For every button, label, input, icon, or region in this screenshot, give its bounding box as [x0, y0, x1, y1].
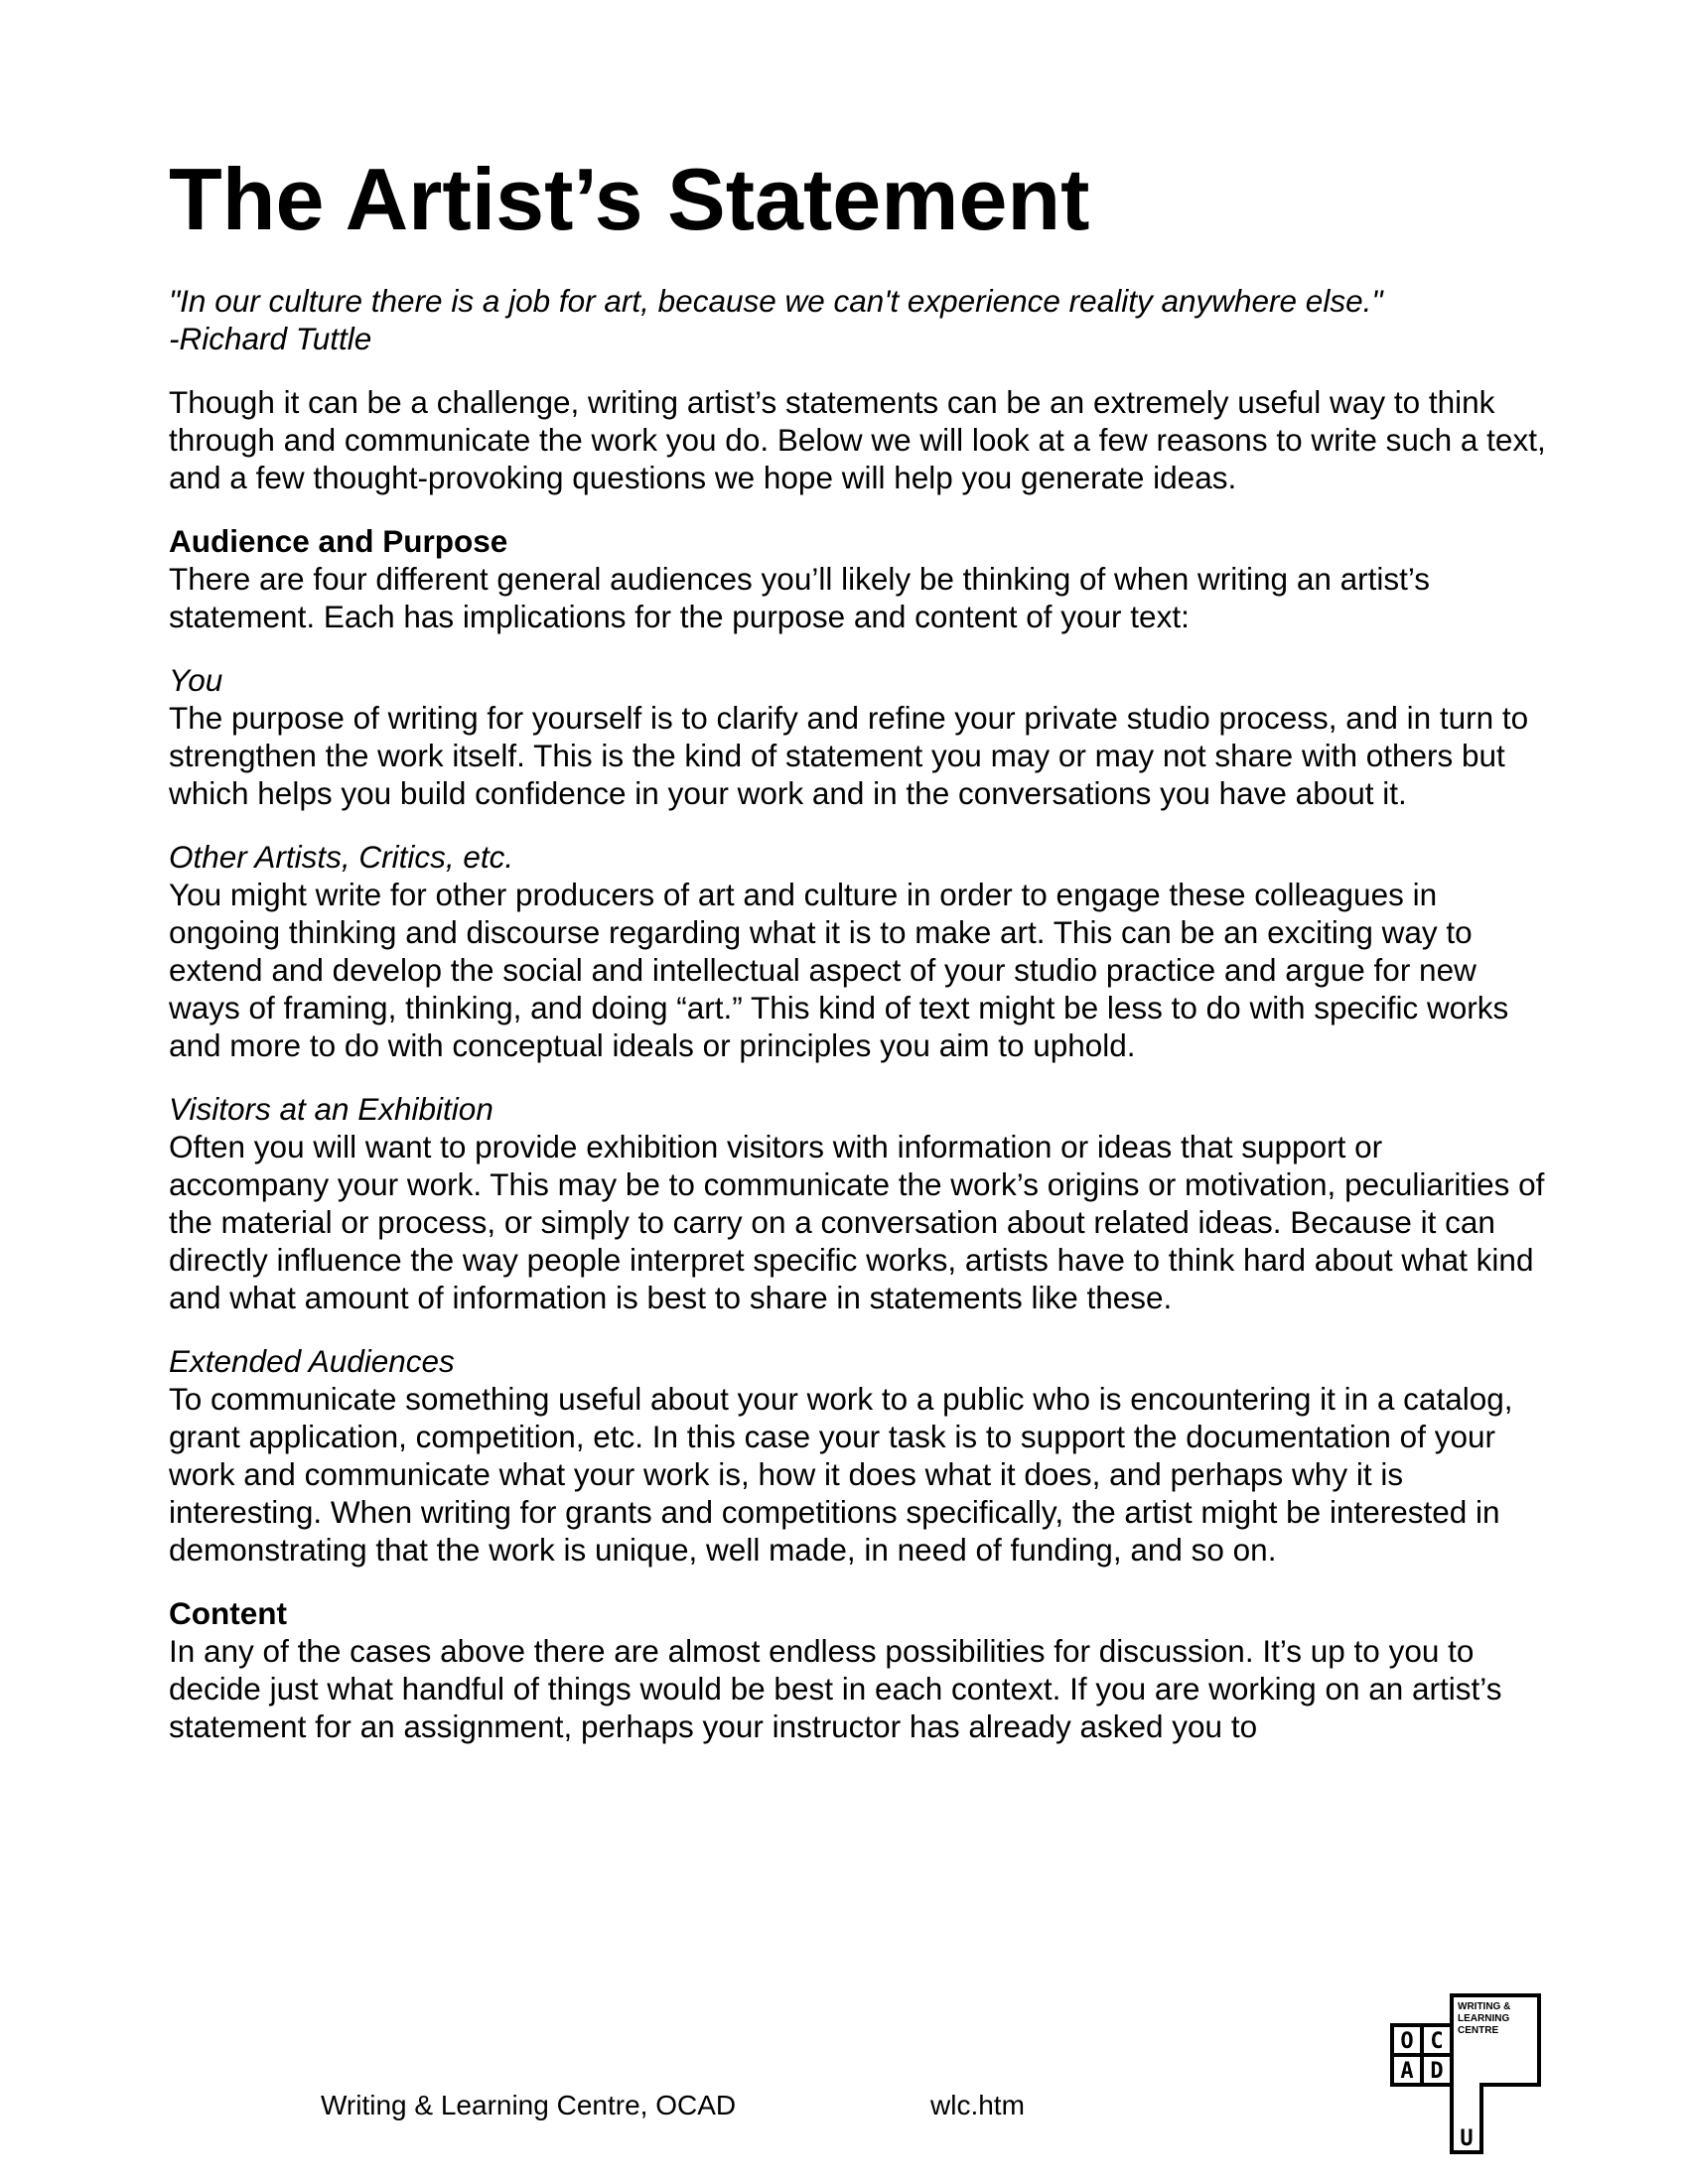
audience-item-text: To communicate something useful about your work to a public who is encountering it in a catalog, grant application, competition, etc. In this case your task is to support the documentation of your work and communicate what your work is, how it does what it does, and perhaps why it is interesting. When writing for grants and competitions specifically, the artist might be interested in demonstrating that the work is unique, well made, in need of funding, and so on.	[169, 1381, 1513, 1568]
audience-item-text: The purpose of writing for yourself is to clarify and refine your private studio process, and in turn to strengthen the work itself. This is the kind of statement you may or may not share with others but which helps you build confidence in your work and in the conversations you have about it.	[169, 700, 1529, 811]
audience-item-extended	[169, 1342, 1549, 1569]
audience-item-other-artists	[169, 838, 1549, 1064]
logo-caption-line: LEARNING	[1458, 2013, 1510, 2024]
section-heading-audience: Audience and Purpose	[169, 523, 508, 559]
intro-paragraph: Though it can be a challenge, writing artist’s statements can be an extremely useful way to think through and communicate the work you do. Below we will look at a few reasons to write such a text, and a few thought-provoking questions we hope will help you generate ideas.	[169, 384, 1546, 495]
ocadu-logo	[1390, 1993, 1549, 2162]
footer-organization: Writing & Learning Centre, OCAD	[321, 2090, 737, 2120]
audience-item-text: You might write for other producers of art and culture in order to engage these colleagues in ongoing thinking and discourse regarding what it is to make art. This can be an exciting way to extend and develop the social and intellectual aspect of your studio practice and argue for new ways of framing, thinking, and doing “art.” This kind of text might be less to do with specific works and more to do with conceptual ideals or principles you aim to uphold.	[169, 877, 1509, 1063]
audience-section-intro	[169, 522, 1549, 635]
section-intro-text: There are four different general audiences you’ll likely be thinking of when writing an artist’s statement. Each has implications for the purpose and content of your text:	[169, 561, 1431, 634]
logo-caption-line: WRITING &	[1458, 2001, 1511, 2012]
audience-item-title: Visitors at an Exhibition	[169, 1091, 493, 1127]
logo-letter: U	[1460, 2126, 1474, 2151]
document-body	[169, 282, 1549, 1856]
audience-item-you	[169, 661, 1549, 812]
logo-letter: C	[1430, 2029, 1444, 2054]
audience-item-visitors	[169, 1090, 1549, 1316]
content-section-text: In any of the cases above there are almost endless possibilities for discussion. It’s up to you to decide just what handful of things would be best in each context. If you are working on an artist’s statement for an assignment, perhaps your instructor has already asked you to	[169, 1633, 1502, 1744]
audience-item-title: Other Artists, Critics, etc.	[169, 839, 514, 875]
epigraph	[169, 282, 1549, 357]
content-section	[169, 1594, 1549, 1745]
logo-letter: D	[1430, 2059, 1444, 2084]
logo-letter: A	[1400, 2059, 1414, 2084]
audience-item-text: Often you will want to provide exhibition visitors with information or ideas that support or accompany your work. This may be to communicate the work’s origins or motivation, peculiarities of the material or process, or simply to carry on a conversation about related ideas. Because it can directly influence the way people interpret specific works, artists have to think hard about what kind and what amount of information is best to share in statements like these.	[169, 1129, 1545, 1315]
logo-letter: O	[1400, 2029, 1414, 2054]
quote-text: "In our culture there is a job for art, because we can't experience reality anywhere else."	[169, 283, 1383, 319]
page-title: The Artist’s Statement	[169, 150, 1090, 248]
footer-link[interactable]: wlc.htm	[930, 2090, 1025, 2120]
audience-item-title: Extended Audiences	[169, 1343, 455, 1379]
quote-attribution: -Richard Tuttle	[169, 321, 372, 356]
section-heading-content: Content	[169, 1595, 287, 1631]
logo-caption-line: CENTRE	[1458, 2025, 1499, 2036]
audience-item-title: You	[169, 662, 223, 698]
